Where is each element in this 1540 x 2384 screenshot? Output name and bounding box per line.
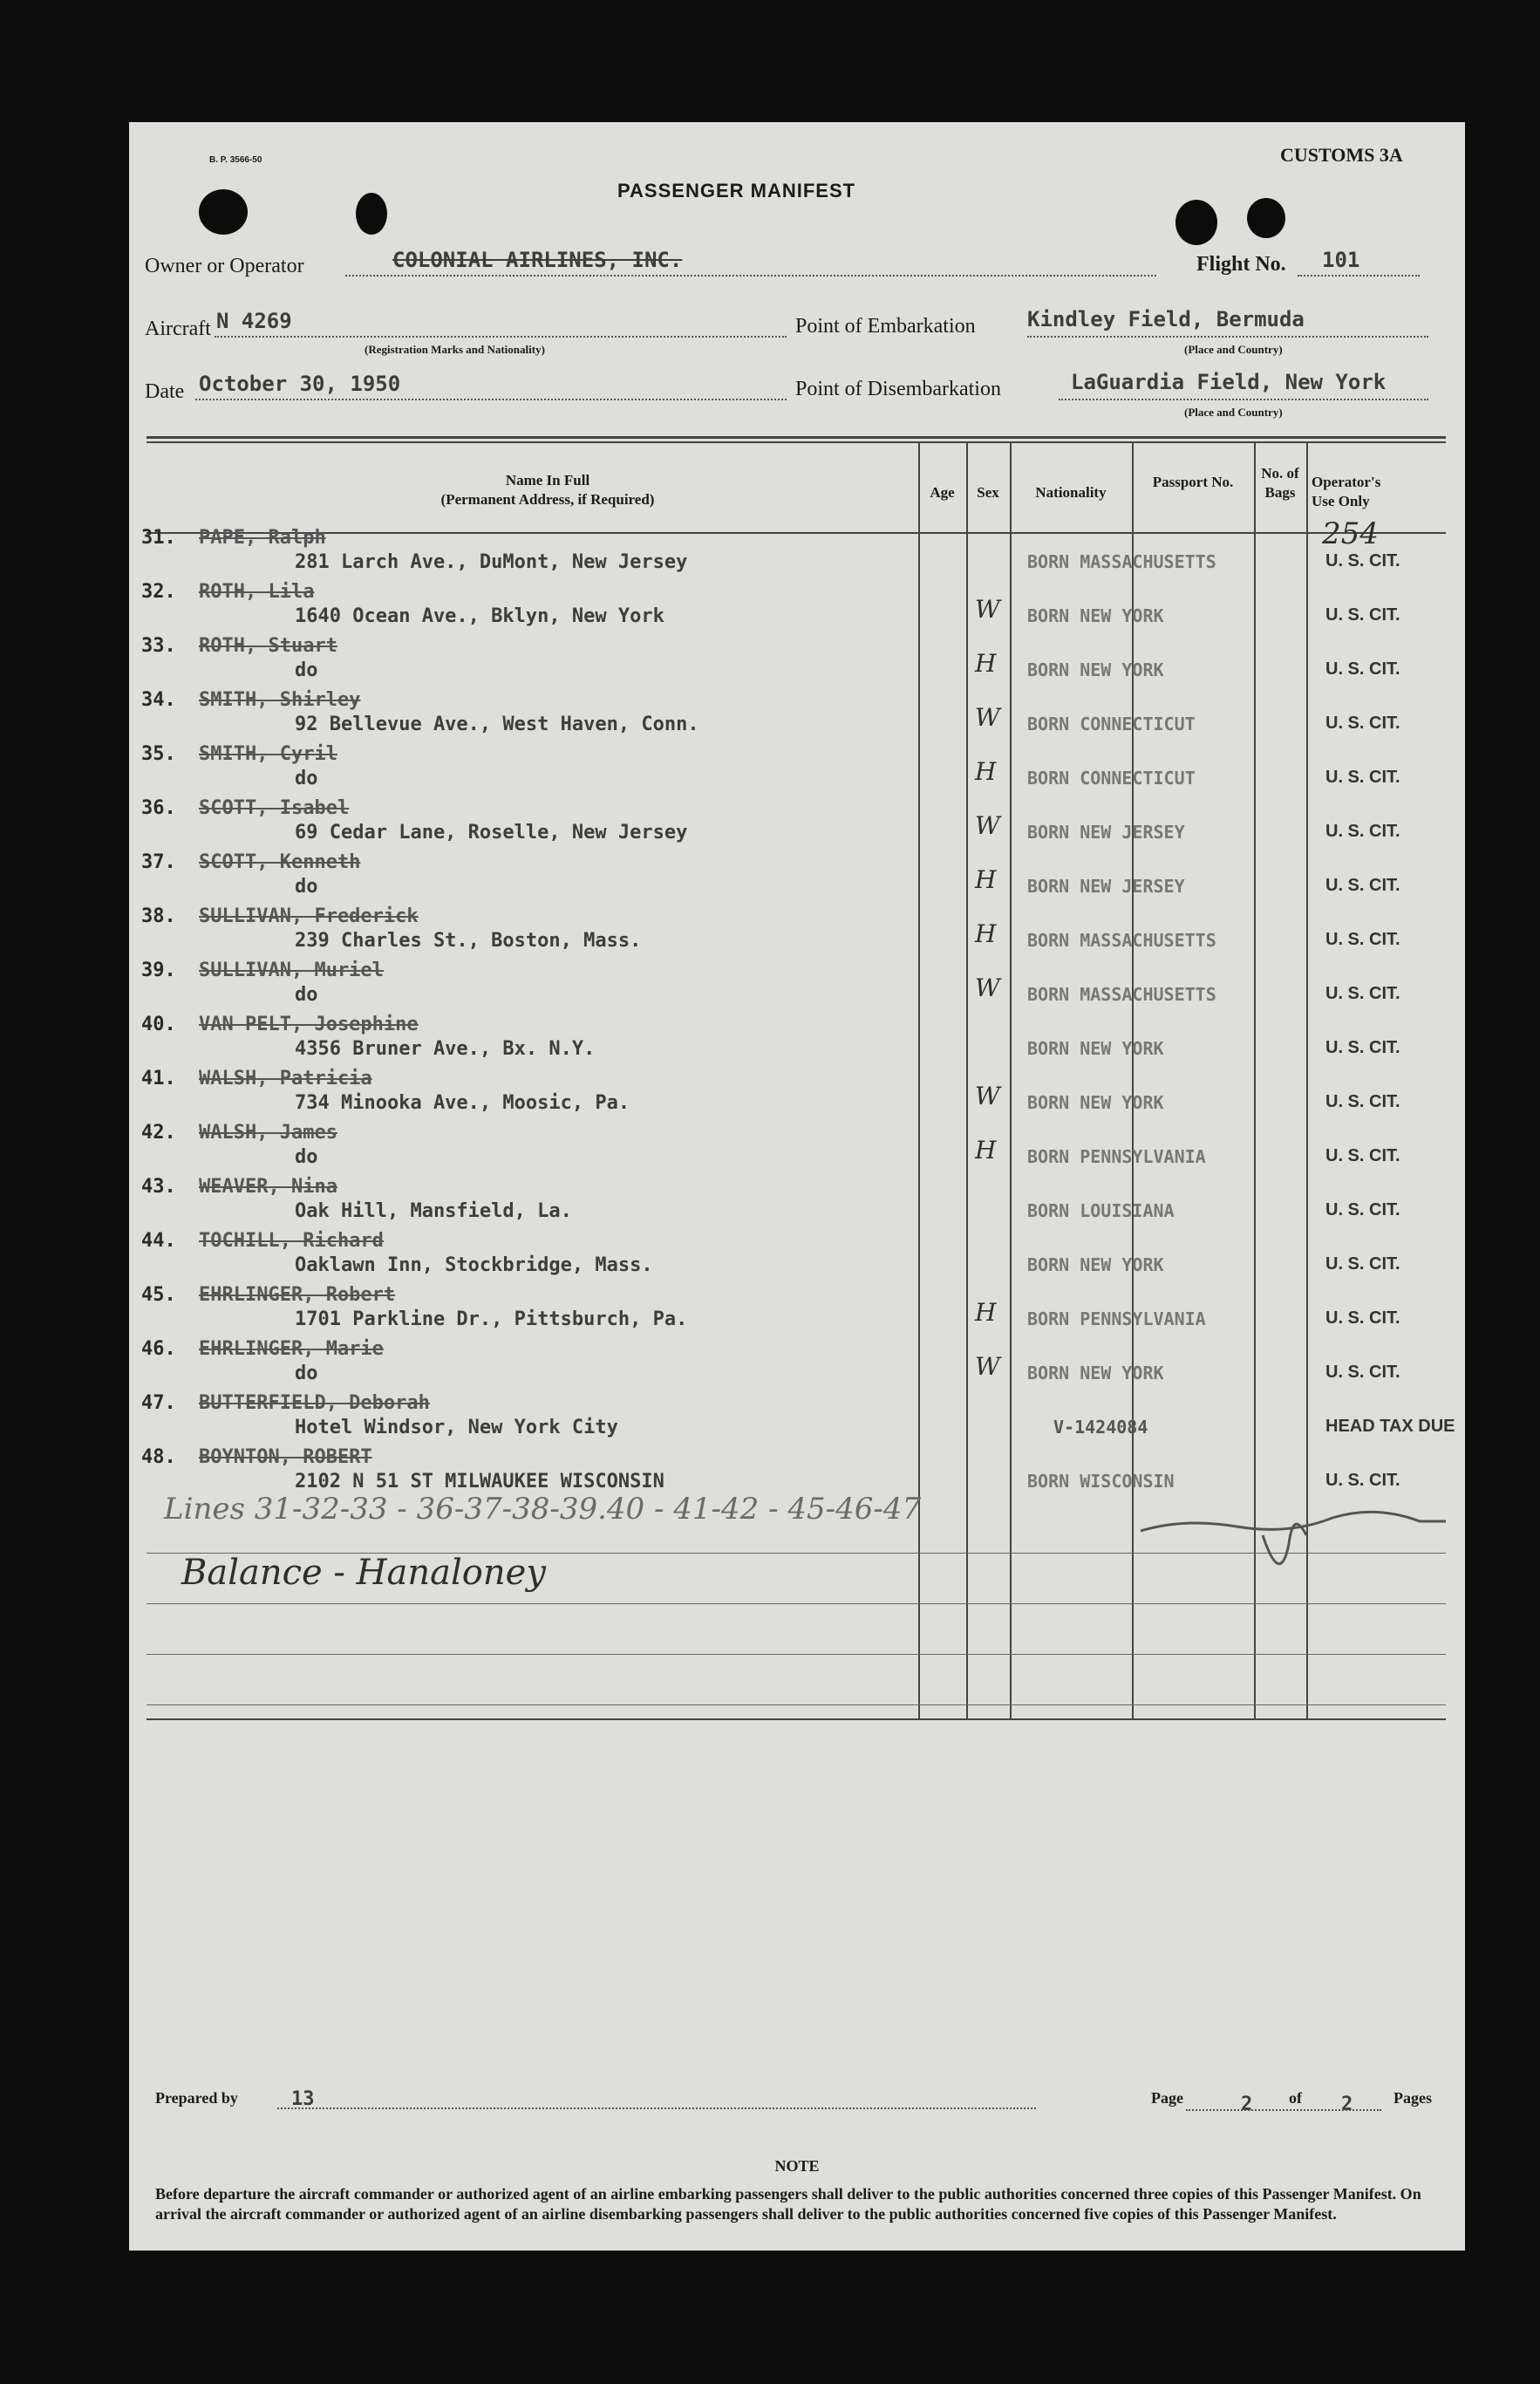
passenger-sex: H — [975, 1136, 997, 1165]
col-passport-header: Passport No. — [1152, 474, 1234, 490]
passenger-nationality: BORN MASSACHUSETTS — [1027, 930, 1216, 951]
passenger-nationality: BORN NEW JERSEY — [1027, 822, 1185, 843]
of-value: 2 — [1341, 2094, 1353, 2115]
passenger-nationality: BORN LOUISIANA — [1027, 1200, 1175, 1221]
row-number: 33. — [141, 635, 176, 657]
passenger-nationality: BORN MASSACHUSETTS — [1027, 984, 1216, 1005]
row-number: 48. — [141, 1446, 176, 1468]
col-bags-header: No. of Bags — [1261, 465, 1299, 501]
passenger-name: WALSH, Patricia — [199, 1068, 372, 1090]
owner-label: Owner or Operator — [145, 255, 304, 277]
passenger-address: 4356 Bruner Ave., Bx. N.Y. — [295, 1038, 596, 1060]
passenger-sex: W — [975, 1352, 1000, 1381]
passenger-address: 92 Bellevue Ave., West Haven, Conn. — [295, 714, 699, 735]
passenger-address: 1701 Parkline Dr., Pittsburch, Pa. — [295, 1308, 688, 1330]
passenger-name: BUTTERFIELD, Deborah — [199, 1392, 430, 1414]
passenger-status: U. S. CIT. — [1325, 1038, 1400, 1057]
prepared-label: Prepared by — [155, 2089, 238, 2107]
passenger-address: Hotel Windsor, New York City — [295, 1417, 618, 1438]
page-label: Page — [1151, 2089, 1183, 2107]
col-operator-header: Operator's Use Only — [1312, 474, 1381, 509]
passenger-status: HEAD TAX DUE — [1325, 1417, 1455, 1436]
punch-hole-left — [199, 189, 248, 235]
embark-value: Kindley Field, Bermuda — [1027, 307, 1305, 331]
passenger-nationality: BORN NEW YORK — [1027, 605, 1164, 626]
passenger-name: PAPE, Ralph — [199, 527, 326, 549]
passenger-address: 69 Cedar Lane, Roselle, New Jersey — [295, 822, 688, 844]
passenger-address: Oak Hill, Mansfield, La. — [295, 1200, 572, 1222]
passenger-nationality: BORN MASSACHUSETTS — [1027, 551, 1216, 572]
row-number: 44. — [141, 1230, 176, 1252]
passenger-sex: H — [975, 919, 997, 948]
handwritten-balance-note: Balance - Hanaloney — [181, 1553, 546, 1593]
passenger-address: 239 Charles St., Boston, Mass. — [295, 930, 642, 952]
row-number: 39. — [141, 960, 176, 981]
row-number: 43. — [141, 1176, 176, 1198]
passenger-name: ROTH, Stuart — [199, 635, 337, 657]
passenger-address: Oaklawn Inn, Stockbridge, Mass. — [295, 1254, 653, 1276]
passenger-status: U. S. CIT. — [1325, 714, 1400, 733]
aircraft-value: N 4269 — [216, 309, 292, 333]
passenger-status: U. S. CIT. — [1325, 822, 1400, 841]
passenger-address: do — [295, 876, 318, 898]
passenger-nationality: BORN PENNSYLVANIA — [1027, 1308, 1206, 1329]
col-sex-header: Sex — [977, 484, 999, 501]
passenger-nationality: BORN NEW YORK — [1027, 1254, 1164, 1275]
passenger-name: TOCHILL, Richard — [199, 1230, 384, 1252]
prepared-value: 13 — [291, 2088, 315, 2110]
passenger-status: U. S. CIT. — [1325, 551, 1400, 570]
date-label: Date — [145, 380, 185, 403]
operator-total: 254 — [1322, 516, 1379, 551]
row-number: 32. — [141, 581, 176, 603]
passenger-name: SCOTT, Isabel — [199, 797, 350, 819]
passenger-nationality: BORN WISCONSIN — [1027, 1471, 1175, 1492]
passenger-name: WALSH, James — [199, 1122, 337, 1144]
passenger-nationality: BORN NEW YORK — [1027, 1038, 1164, 1059]
passenger-status: U. S. CIT. — [1325, 1254, 1400, 1274]
passenger-status: U. S. CIT. — [1325, 1308, 1400, 1328]
form-number: B. P. 3566-50 — [209, 155, 262, 165]
passenger-nationality: BORN PENNSYLVANIA — [1027, 1146, 1206, 1167]
passenger-nationality: BORN CONNECTICUT — [1027, 714, 1196, 734]
passenger-nationality: BORN CONNECTICUT — [1027, 768, 1196, 789]
flight-label: Flight No. — [1196, 253, 1286, 276]
passenger-status: U. S. CIT. — [1325, 984, 1400, 1003]
passenger-name: VAN PELT, Josephine — [199, 1014, 419, 1035]
passenger-status: U. S. CIT. — [1325, 1471, 1400, 1490]
passenger-sex: H — [975, 649, 997, 678]
handwritten-initials — [1132, 1483, 1455, 1588]
passenger-nationality: BORN NEW YORK — [1027, 659, 1164, 680]
row-number: 40. — [141, 1014, 176, 1035]
embark-sub: (Place and Country) — [1184, 343, 1283, 356]
note-text: Before departure the aircraft commander or authorized agent of an airline embarking passengers shall deliver to the public authorities concerned three copies of this Passenger Manifest. On arrival the aircraft commander or authorized agent of an airline disembarking passengers shall deliver to the public authorities concerned five copies of this Passenger Manifest. — [155, 2185, 1421, 2223]
col-nationality-header: Nationality — [1035, 484, 1107, 501]
aircraft-label: Aircraft — [145, 318, 211, 340]
passenger-status: U. S. CIT. — [1325, 1200, 1400, 1219]
row-number: 36. — [141, 797, 176, 819]
passenger-name: EHRLINGER, Robert — [199, 1284, 396, 1306]
row-number: 41. — [141, 1068, 176, 1090]
passenger-sex: H — [975, 757, 997, 786]
col-age-header: Age — [930, 484, 955, 501]
col-name-header: Name In Full (Permanent Address, if Required) — [440, 472, 655, 508]
passenger-address: 2102 N 51 ST MILWAUKEE WISCONSIN — [295, 1471, 664, 1493]
disembark-sub: (Place and Country) — [1184, 406, 1283, 419]
passenger-status: U. S. CIT. — [1325, 1363, 1400, 1382]
passenger-status: U. S. CIT. — [1325, 1092, 1400, 1111]
passenger-address: do — [295, 1363, 318, 1384]
passenger-status: U. S. CIT. — [1325, 876, 1400, 895]
date-value: October 30, 1950 — [199, 372, 401, 396]
passenger-address: 734 Minooka Ave., Moosic, Pa. — [295, 1092, 630, 1114]
passenger-status: U. S. CIT. — [1325, 1146, 1400, 1165]
row-number: 34. — [141, 689, 176, 711]
passenger-sex: H — [975, 1298, 997, 1327]
passenger-sex: H — [975, 865, 997, 894]
passenger-name: SULLIVAN, Muriel — [199, 960, 384, 981]
passenger-nationality: BORN NEW JERSEY — [1027, 876, 1185, 897]
passenger-sex: W — [975, 973, 1000, 1002]
row-number: 42. — [141, 1122, 176, 1144]
passenger-address: do — [295, 984, 318, 1006]
disembark-value: LaGuardia Field, New York — [1071, 370, 1387, 394]
handwritten-lines-note: Lines 31-32-33 - 36-37-38-39.40 - 41-42 - 45-46-47 — [164, 1492, 922, 1527]
passenger-sex: W — [975, 1082, 1000, 1110]
passenger-name: SCOTT, Kenneth — [199, 851, 361, 873]
row-number: 38. — [141, 905, 176, 927]
passenger-passport: V-1424084 — [1053, 1417, 1148, 1438]
passenger-name: BOYNTON, ROBERT — [199, 1446, 372, 1468]
passenger-name: EHRLINGER, Marie — [199, 1338, 384, 1360]
aircraft-sub: (Registration Marks and Nationality) — [365, 343, 545, 356]
passenger-name: ROTH, Lila — [199, 581, 315, 603]
page-value: 2 — [1241, 2094, 1253, 2115]
passenger-address: do — [295, 1146, 318, 1168]
passenger-address: 281 Larch Ave., DuMont, New Jersey — [295, 551, 688, 573]
row-number: 37. — [141, 851, 176, 873]
passenger-status: U. S. CIT. — [1325, 930, 1400, 949]
passenger-status: U. S. CIT. — [1325, 605, 1400, 625]
customs-label: CUSTOMS 3A — [1280, 144, 1403, 166]
of-label: of — [1289, 2089, 1302, 2107]
passenger-status: U. S. CIT. — [1325, 768, 1400, 787]
passenger-status: U. S. CIT. — [1325, 659, 1400, 679]
passenger-name: SULLIVAN, Frederick — [199, 905, 419, 927]
passenger-nationality: BORN NEW YORK — [1027, 1363, 1164, 1383]
punch-hole-right-2 — [1247, 198, 1285, 238]
passenger-address: do — [295, 659, 318, 681]
passenger-name: SMITH, Cyril — [199, 743, 337, 765]
disembark-label: Point of Disembarkation — [795, 378, 1001, 400]
row-number: 35. — [141, 743, 176, 765]
passenger-address: do — [295, 768, 318, 789]
owner-value: COLONIAL AIRLINES, INC. — [392, 248, 683, 272]
row-number: 31. — [141, 527, 176, 549]
page-title: PASSENGER MANIFEST — [617, 180, 856, 202]
passenger-name: WEAVER, Nina — [199, 1176, 337, 1198]
note-title: NOTE — [774, 2157, 820, 2175]
passenger-name: SMITH, Shirley — [199, 689, 361, 711]
embark-label: Point of Embarkation — [795, 315, 976, 338]
passenger-nationality: BORN NEW YORK — [1027, 1092, 1164, 1113]
passenger-address: 1640 Ocean Ave., Bklyn, New York — [295, 605, 664, 627]
passenger-sex: W — [975, 703, 1000, 732]
pages-label: Pages — [1393, 2089, 1432, 2107]
passenger-sex: W — [975, 595, 1000, 624]
punch-hole-left-2 — [356, 193, 387, 235]
flight-value: 101 — [1322, 248, 1360, 272]
passenger-sex: W — [975, 811, 1000, 840]
row-number: 46. — [141, 1338, 176, 1360]
manifest-sheet — [129, 122, 1465, 2251]
row-number: 45. — [141, 1284, 176, 1306]
punch-hole-right — [1175, 200, 1217, 245]
row-number: 47. — [141, 1392, 176, 1414]
